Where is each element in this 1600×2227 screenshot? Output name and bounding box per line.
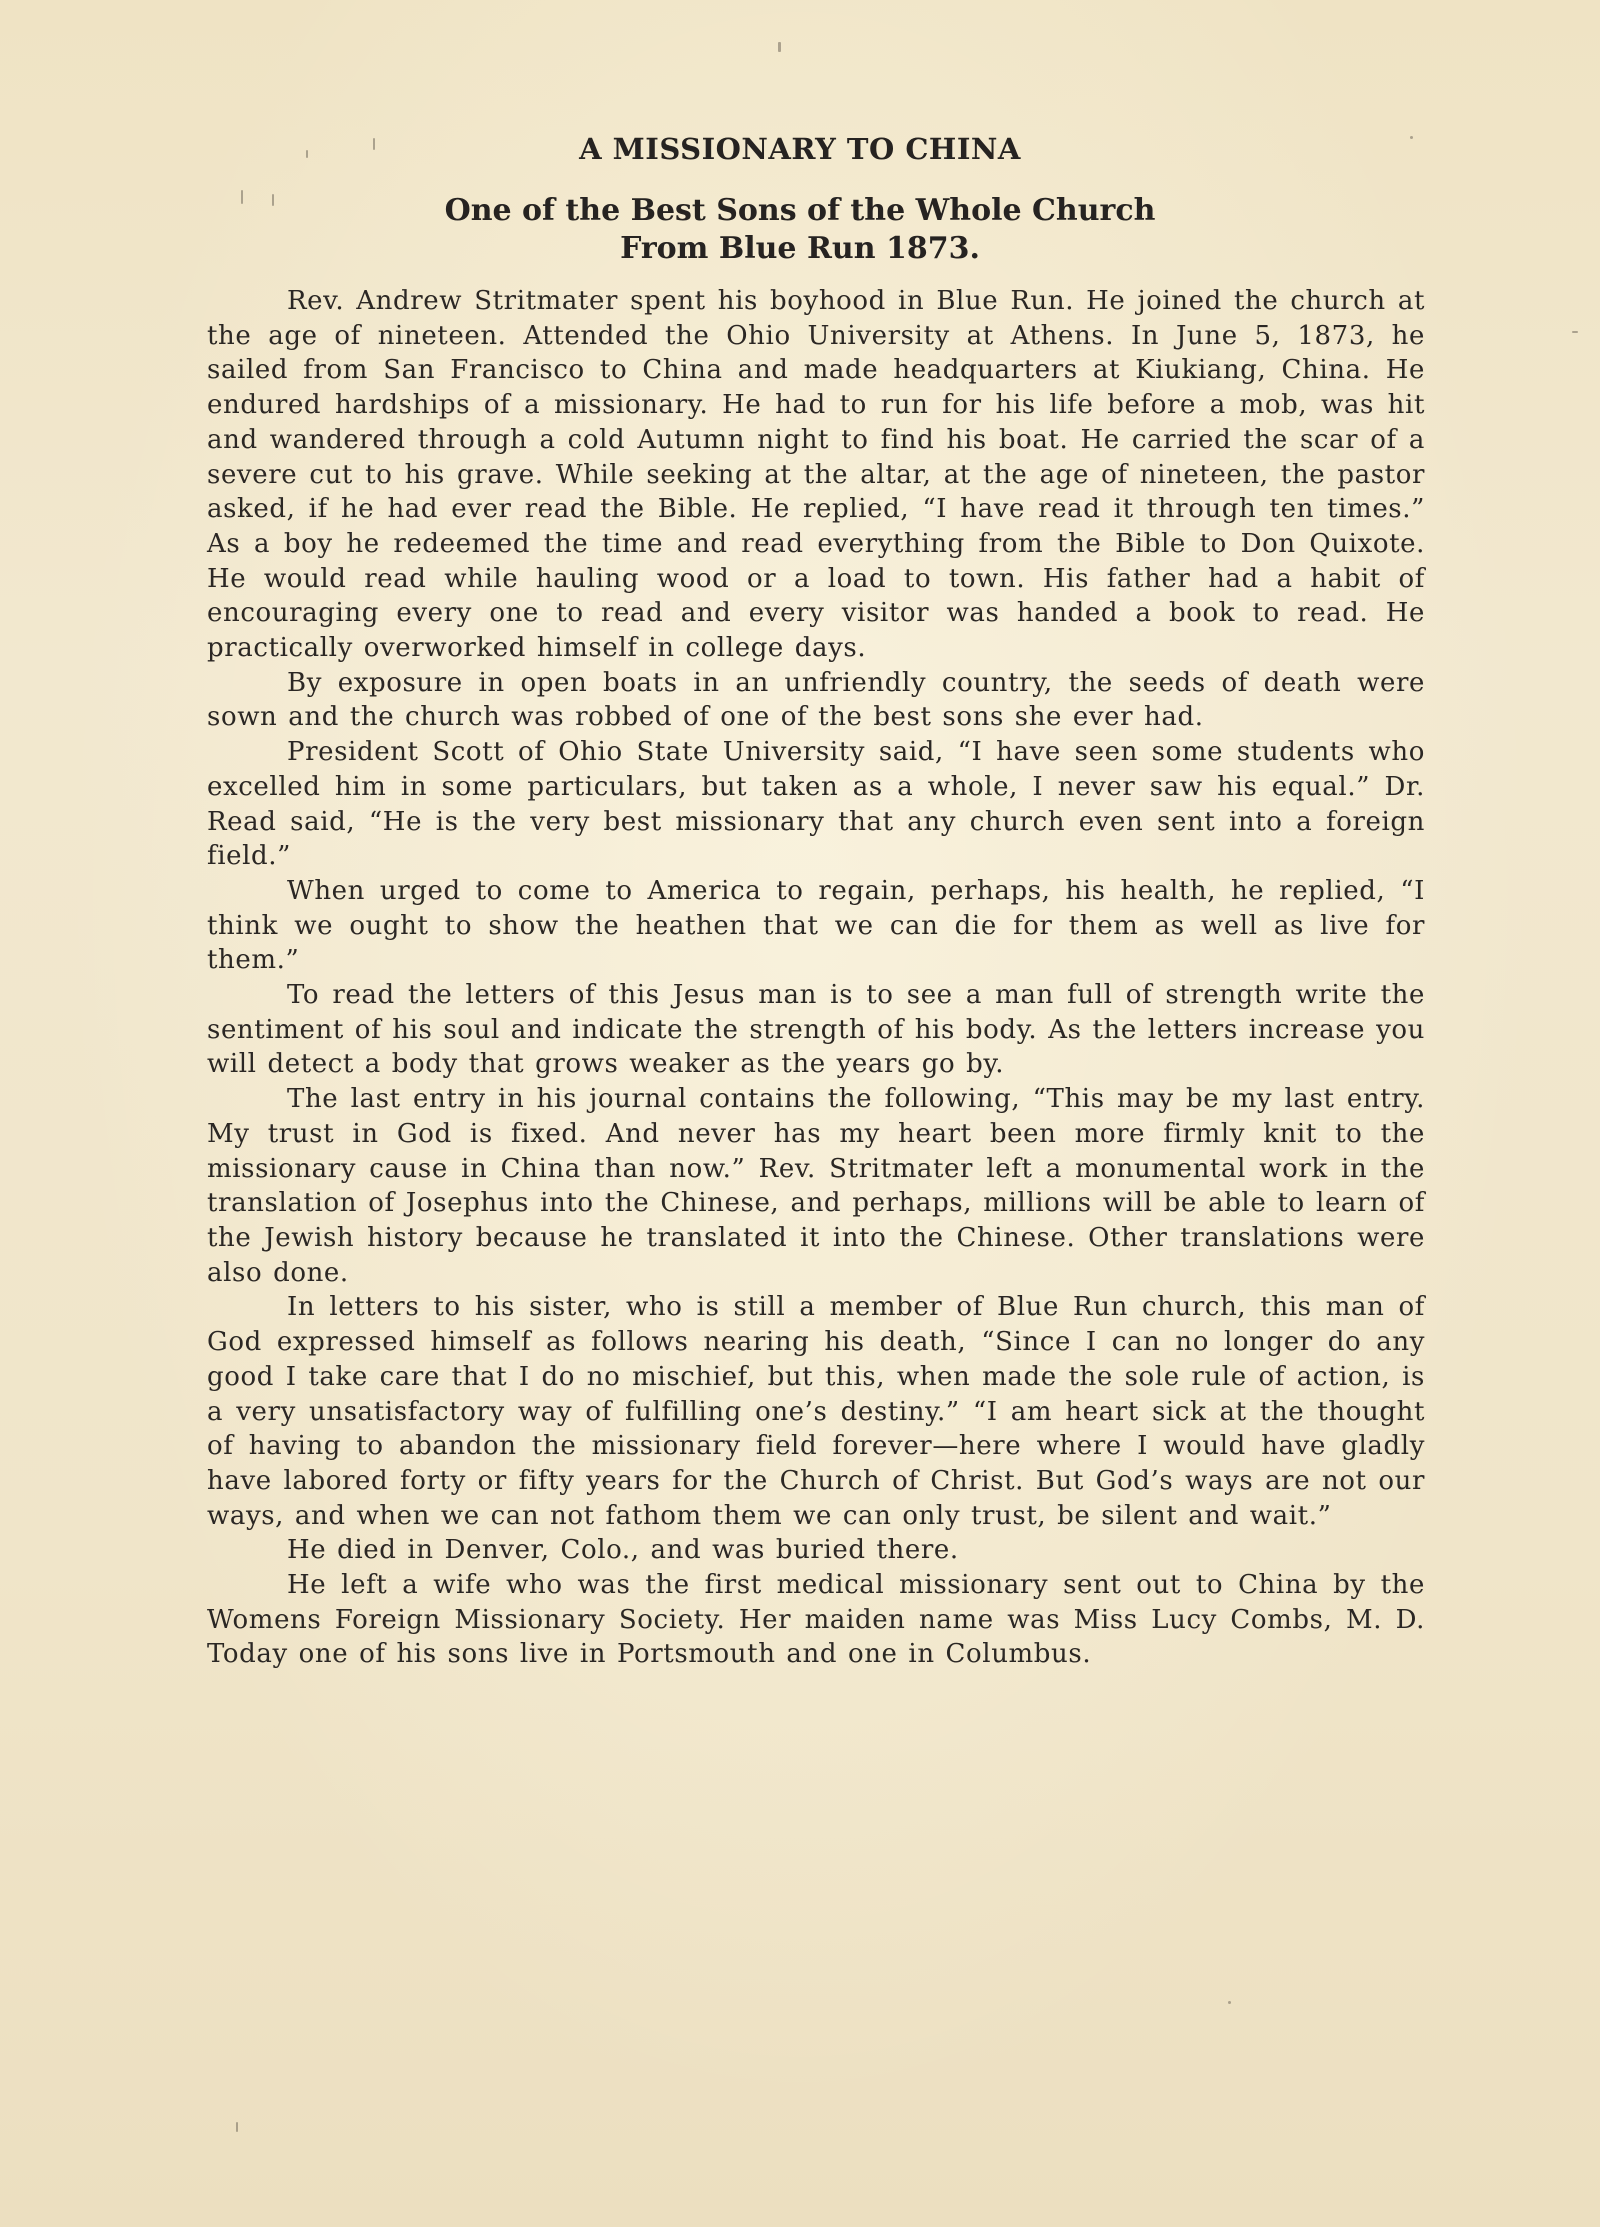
page-title: A MISSIONARY TO CHINA	[579, 132, 1021, 166]
subtitle-line: From Blue Run 1873.	[620, 231, 980, 266]
subtitle-line: One of the Best Sons of the Whole Church	[444, 193, 1156, 228]
paper-speck	[1228, 2001, 1231, 2004]
paragraph: Rev. Andrew Stritmater spent his boyhood in Blue Run. He joined the church at the age of nineteen. Attended the Ohio University at Athens. In June 5, 1873, he sailed from San Francisco to China and made headquarters at Kiukiang, China. He endured hardships of a missionary. He had to run for his life before a mob, was hit and wandered through a cold Autumn night to find his boat. He carried the scar of a severe cut to his grave. While seeking at the altar, at the age of nineteen, the pastor asked, if he had ever read the Bible. He replied, “I have read it through ten times.” As a boy he redeemed the time and read everything from the Bible to Don Quixote. He would read while hauling wood or a load to town. His father had a habit of encouraging every one to read and every visitor was handed a book to read. He practically overworked himself in college days.	[207, 286, 1425, 664]
paragraph: To read the letters of this Jesus man is to see a man full of strength write the sentiment of his soul and indicate the strength of his body. As the letters increase you will detect a body that grows weaker as the years go by.	[207, 980, 1425, 1080]
page-subtitle	[0, 192, 1600, 268]
paragraph: By exposure in open boats in an unfriendly country, the seeds of death were sown and the church was robbed of one of the best sons she ever had.	[207, 667, 1425, 733]
paper-speck	[236, 2122, 238, 2132]
paragraph: He left a wife who was the first medical missionary sent out to China by the Womens Foreign Missionary Society. Her maiden name was Miss Lucy Combs, M. D. Today one of his sons live in Portsmouth and one in Columbus.	[207, 1570, 1425, 1670]
paragraph: He died in Denver, Colo., and was buried there.	[287, 1535, 959, 1566]
paper-speck	[1572, 331, 1578, 333]
paragraph: In letters to his sister, who is still a member of Blue Run church, this man of God expressed himself as follows nearing his death, “Since I can no longer do any good I take care that I do no mischief, but this, when made the sole rule of action, is a very unsatisfactory way of fulfilling one’s destiny.” “I am heart sick at the thought of having to abandon the missionary field forever—here where I would have gladly have labored forty or fifty years for the Church of Christ. But God’s ways are not our ways, and when we can not fathom them we can only trust, be silent and wait.”	[207, 1292, 1425, 1531]
paragraph: The last entry in his journal contains the following, “This may be my last entry. My trust in God is fixed. And never has my heart been more firmly knit to the missionary cause in China than now.” Rev. Stritmater left a monumental work in the translation of Josephus into the Chinese, and perhaps, millions will be able to learn of the Jewish history because he translated it into the Chinese. Other translations were also done.	[207, 1084, 1425, 1288]
paragraph: President Scott of Ohio State University said, “I have seen some students who excelled him in some particulars, but taken as a whole, I never saw his equal.” Dr. Read said, “He is the very best missionary that any church even sent into a foreign field.”	[207, 737, 1425, 872]
paragraph: When urged to come to America to regain, perhaps, his health, he replied, “I think we ought to show the heathen that we can die for them as well as live for them.”	[207, 875, 1425, 976]
paper-speck	[778, 42, 781, 52]
article-body	[207, 284, 1425, 1672]
